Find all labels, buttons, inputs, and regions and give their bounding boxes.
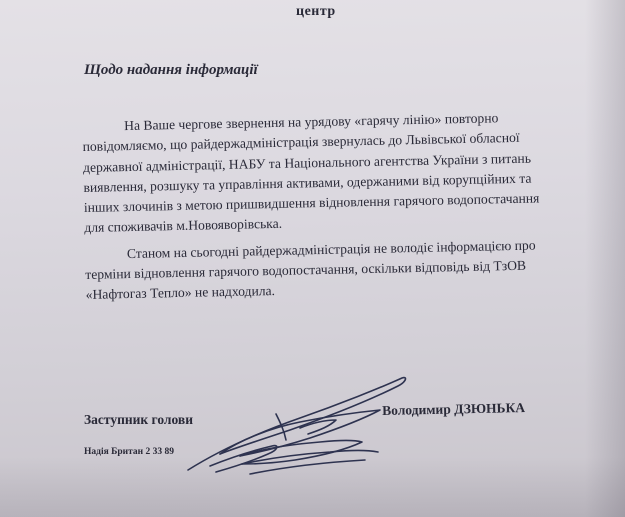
handwritten-signature	[180, 370, 420, 480]
header-text: центр	[296, 4, 336, 19]
paragraph-2	[85, 234, 602, 306]
body-line: «Нафтогаз Тепло» не надходила.	[85, 283, 276, 303]
executor-contact: Надія Британ 2 33 89	[84, 447, 175, 457]
body-line: виявлення, розшуку та управління активами, одержаними від корупційних та	[83, 170, 532, 195]
body-line: повідомляємо, що райдержадміністрація звернулась до Львівської обласної	[82, 130, 520, 155]
body-line: Станом на сьогодні райдержадміністрація не володіє інформацією про	[126, 237, 536, 261]
letter-subject: Щодо надання інформації	[84, 62, 258, 78]
body-line: державної адміністрації, НАБУ та Національного агентства України з питань	[82, 150, 532, 175]
letter-body	[82, 106, 602, 305]
signatory-name: Володимир ДЗЮНЬКА	[382, 400, 526, 418]
body-line: На Ваше чергове звернення на урядову «гарячу лінію» повторно	[124, 110, 499, 134]
paragraph-1	[82, 106, 600, 239]
body-line: для споживачів м.Новояворівська.	[84, 216, 283, 236]
body-line: терміни відновлення гарячого водопостачання, оскільки відповідь від ТзОВ	[85, 257, 527, 283]
signatory-title: Заступник голови	[84, 412, 193, 427]
body-line: інших злочинів з метою пришвидшення відновлення гарячого водопостачання	[83, 190, 540, 216]
